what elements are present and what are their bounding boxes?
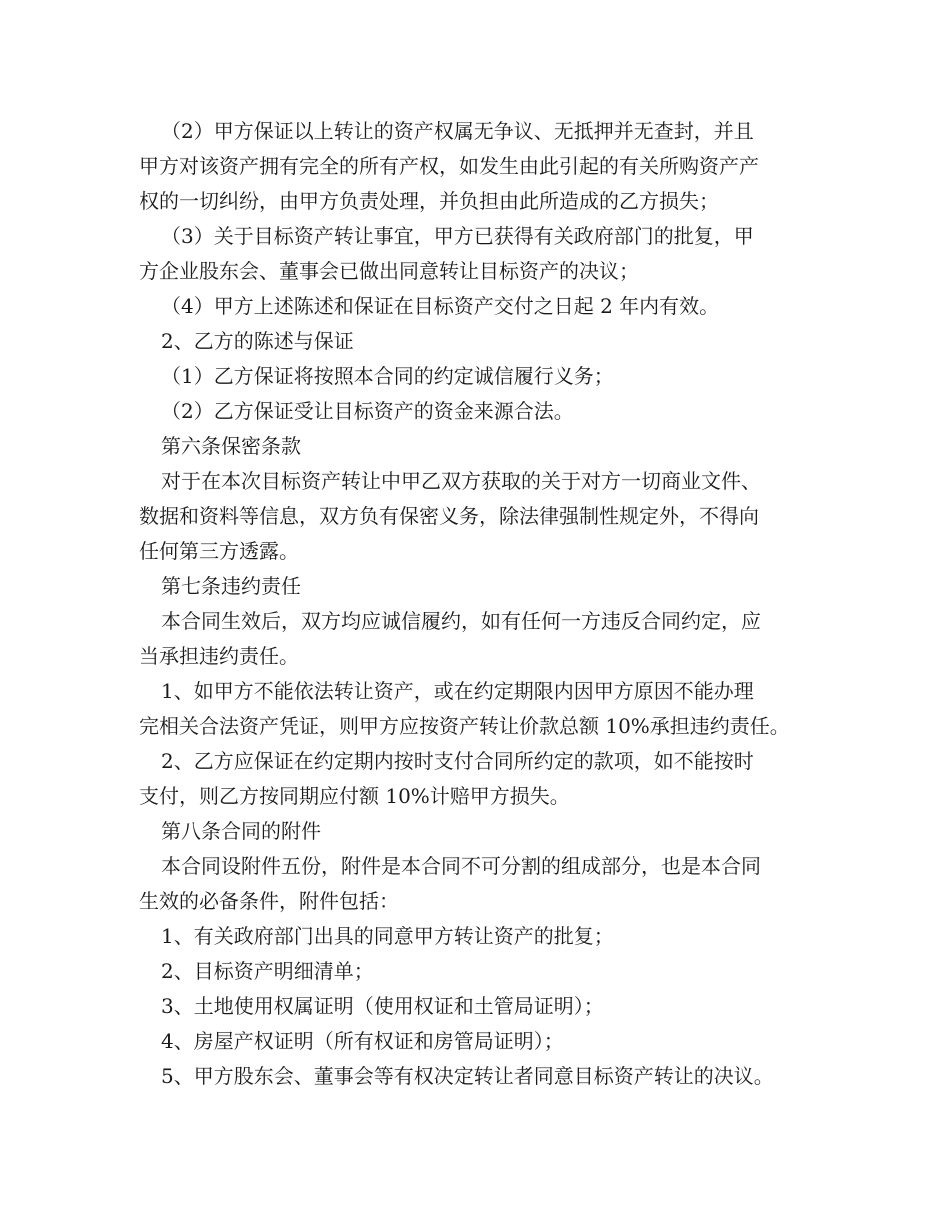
- document-line: 1、有关政府部门出具的同意甲方转让资产的批复；: [161, 924, 614, 948]
- document-line: 2、目标资产明细清单；: [161, 959, 374, 983]
- document-line: 本合同生效后，双方均应诚信履约，如有任何一方违反合同约定，应: [161, 609, 761, 633]
- document-line: 甲方对该资产拥有完全的所有产权，如发生由此引起的有关所购资产产: [139, 154, 759, 178]
- document-line: （1）乙方保证将按照本合同的约定诚信履行义务；: [161, 364, 614, 388]
- document-line: 第七条违约责任: [161, 574, 301, 598]
- document-line: 完相关合法资产凭证，则甲方应按资产转让价款总额 10%承担违约责任。: [139, 714, 790, 738]
- document-line: 权的一切纠纷，由甲方负责处理，并负担由此所造成的乙方损失；: [139, 189, 719, 213]
- document-line: 第八条合同的附件: [161, 819, 321, 843]
- document-line: 本合同设附件五份，附件是本合同不可分割的组成部分，也是本合同: [161, 854, 761, 878]
- document-line: 1、如甲方不能依法转让资产，或在约定期限内因甲方原因不能办理: [161, 679, 754, 703]
- document-line: （3）关于目标资产转让事宜，甲方已获得有关政府部门的批复，甲: [161, 224, 754, 248]
- document-line: 任何第三方透露。: [139, 539, 299, 563]
- document-line: 3、土地使用权属证明（使用权证和土管局证明）；: [161, 994, 604, 1018]
- document-line: （4）甲方上述陈述和保证在目标资产交付之日起 2 年内有效。: [161, 294, 720, 318]
- document-line: 2、乙方的陈述与保证: [161, 329, 354, 353]
- document-line: （2）乙方保证受让目标资产的资金来源合法。: [161, 399, 574, 423]
- document-line: 当承担违约责任。: [139, 644, 299, 668]
- document-line: 对于在本次目标资产转让中甲乙双方获取的关于对方一切商业文件、: [161, 469, 761, 493]
- document-line: 生效的必备条件，附件包括：: [139, 889, 399, 913]
- document-line: 数据和资料等信息，双方负有保密义务，除法律强制性规定外，不得向: [139, 504, 759, 528]
- document-line: 4、房屋产权证明（所有权证和房管局证明）；: [161, 1029, 564, 1053]
- document-line: 第六条保密条款: [161, 434, 301, 458]
- document-line: （2）甲方保证以上转让的资产权属无争议、无抵押并无查封，并且: [161, 119, 754, 143]
- document-line: 支付，则乙方按同期应付额 10%计赔甲方损失。: [139, 784, 570, 808]
- document-line: 方企业股东会、董事会已做出同意转让目标资产的决议；: [139, 259, 639, 283]
- document-line: 2、乙方应保证在约定期内按时支付合同所约定的款项，如不能按时: [161, 749, 754, 773]
- document-line: 5、甲方股东会、董事会等有权决定转让者同意目标资产转让的决议。: [161, 1064, 774, 1088]
- document-body: [139, 114, 829, 1094]
